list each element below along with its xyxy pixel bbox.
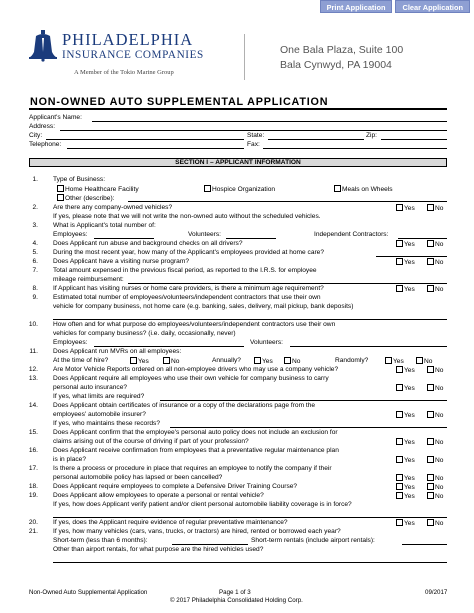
question-text: mileage reimbursement: — [53, 276, 124, 283]
no-checkbox[interactable]: No — [427, 411, 443, 420]
fax-field[interactable] — [263, 148, 447, 149]
question-text: Total amount expensed in the previous fiscal period, as reported to the I.R.S. for employee — [53, 267, 317, 274]
answer-field[interactable] — [170, 427, 447, 428]
question-number: 10. — [28, 321, 38, 328]
answer-field[interactable] — [53, 319, 447, 320]
mvr-annual-label: Annually? — [212, 357, 241, 364]
yes-checkbox[interactable]: Yes — [396, 492, 415, 501]
state-field[interactable] — [268, 139, 364, 140]
question-text: Does Applicant run MVRs on all employees: — [53, 348, 182, 355]
no-checkbox[interactable]: No — [427, 519, 443, 528]
question-number: 9. — [32, 294, 38, 301]
toolbar — [320, 0, 470, 14]
question-text: Type of Business: — [53, 176, 106, 183]
no-checkbox[interactable]: No — [427, 456, 443, 465]
employees-field[interactable] — [94, 346, 244, 347]
state-label: State: — [247, 132, 265, 139]
question-number: 11. — [29, 348, 38, 355]
brand-subtitle: INSURANCE COMPANIES — [62, 49, 204, 61]
zip-label: Zip: — [366, 132, 377, 139]
question-number: 20. — [28, 519, 38, 526]
mvr-annual-no[interactable]: No — [284, 357, 300, 366]
mvr-random-yes[interactable]: Yes — [385, 357, 404, 366]
mvr-hire-yes[interactable]: Yes — [130, 357, 149, 366]
question-text: During the most recent year, how many of the Applicant's employees provided at home care? — [53, 249, 325, 256]
question-text: Does Applicant allow employees to operate a personal or rental vehicle? — [53, 492, 264, 499]
no-checkbox[interactable]: No — [427, 240, 443, 249]
answer-field[interactable] — [160, 400, 447, 401]
no-checkbox[interactable]: No — [427, 474, 443, 483]
option-home-healthcare[interactable]: Home Healthcare Facility — [57, 185, 139, 194]
question-number: 16. — [28, 447, 38, 454]
question-number: 7. — [32, 267, 38, 274]
question-text: Estimated total number of employees/volunteers/independent contractors that use their own — [53, 294, 321, 301]
question-text: Does Applicant receive confirmation from employees that a preventative regular maintenance plan — [53, 447, 339, 454]
yes-checkbox[interactable]: Yes — [396, 474, 415, 483]
answer-field[interactable] — [53, 517, 447, 518]
question-subtext: Other than airport rentals, for what purpose are the hired vehicles used? — [53, 546, 264, 553]
question-text: Does Applicant run abuse and background checks on all drivers? — [53, 240, 243, 247]
short-term-label: Short-term (less than 6 months): — [53, 537, 148, 544]
city-label: City: — [29, 132, 43, 139]
form-title: NON-OWNED AUTO SUPPLEMENTAL APPLICATION — [30, 96, 329, 108]
question-number: 17. — [28, 465, 38, 472]
mvr-random-label: Randomly? — [335, 357, 369, 364]
yes-checkbox[interactable]: Yes — [396, 366, 415, 375]
applicant-name-label: Applicant's Name: — [29, 114, 82, 121]
checkbox[interactable] — [204, 185, 211, 192]
checkbox[interactable] — [57, 185, 64, 192]
yes-checkbox[interactable]: Yes — [396, 204, 415, 213]
question-text: personal auto insurance? — [53, 384, 128, 391]
question-subtext: If yes, how does Applicant verify patient and/or client personal automobile liability coverage is in force? — [53, 501, 352, 508]
employees-label: Employees: — [53, 339, 88, 346]
question-text: claims arising out of the course of driving if part of your profession? — [53, 438, 249, 445]
question-subtext: If yes, what limits are required? — [53, 393, 145, 400]
brand-name: PHILADELPHIA — [62, 30, 194, 49]
contractors-label: Independent Contractors: — [314, 231, 389, 238]
question-number: 12. — [28, 366, 38, 373]
no-checkbox[interactable]: No — [427, 438, 443, 447]
footer-page-number: Page 1 of 3 — [219, 589, 251, 596]
question-number: 8. — [32, 285, 38, 292]
yes-checkbox[interactable]: Yes — [396, 240, 415, 249]
yes-checkbox[interactable]: Yes — [396, 411, 415, 420]
question-text: Is there a process or procedure in place that requires an employee to notify the company if their — [53, 465, 332, 472]
answer-field[interactable] — [128, 283, 447, 284]
no-checkbox[interactable]: No — [427, 258, 443, 267]
answer-field[interactable] — [376, 256, 447, 257]
volunteers-field[interactable] — [290, 346, 447, 347]
question-text: Does Applicant confirm that the employee's personal auto policy does not include an exclusion for — [53, 429, 338, 436]
yes-checkbox[interactable]: Yes — [396, 483, 415, 492]
question-text: Are Motor Vehicle Reports ordered on all non-employee drivers who may use a company vehicle? — [53, 366, 339, 373]
no-checkbox[interactable]: No — [427, 384, 443, 393]
question-number: 4. — [32, 240, 38, 247]
question-number: 6. — [32, 258, 38, 265]
company-logo — [22, 28, 232, 82]
yes-checkbox[interactable]: Yes — [396, 456, 415, 465]
question-text: personal automobile policy has lapsed or been cancelled? — [53, 474, 223, 481]
address-field[interactable] — [60, 130, 447, 131]
question-text: Does Applicant require employees to complete a Defensive Driver Training Course? — [53, 483, 298, 490]
question-number: 21. — [28, 528, 38, 535]
print-application-button[interactable]: Print Application — [320, 0, 393, 13]
question-text: Are there any company-owned vehicles? — [53, 204, 173, 211]
volunteers-field[interactable] — [226, 238, 276, 239]
question-number: 18. — [28, 483, 38, 490]
brand-tagline: A Member of the Tokio Marine Group — [74, 69, 174, 76]
yes-checkbox[interactable]: Yes — [396, 438, 415, 447]
question-text: vehicles for company business? (i.e. daily, occasionally, never) — [53, 330, 236, 337]
section-header: SECTION I – APPLICANT INFORMATION — [29, 158, 447, 167]
question-text: How often and for what purpose do employees/volunteers/independent contractors use their own — [53, 321, 336, 328]
question-text: is in place? — [53, 456, 86, 463]
employees-field[interactable] — [94, 238, 154, 239]
employees-label: Employees: — [53, 231, 88, 238]
checkbox[interactable] — [334, 185, 341, 192]
mvr-hire-label: At the time of hire? — [53, 357, 109, 364]
yes-checkbox[interactable]: Yes — [396, 519, 415, 528]
short-term-rentals-field[interactable] — [402, 544, 447, 545]
mvr-hire-no[interactable]: No — [163, 357, 179, 366]
address-line-2: Bala Cynwyd, PA 19004 — [280, 59, 392, 71]
telephone-label: Telephone: — [29, 141, 62, 148]
title-rule — [29, 108, 447, 110]
short-term-rentals-label: Short-term rentals (include airport rentals): — [251, 537, 375, 544]
other-describe-field[interactable] — [128, 201, 447, 202]
question-number: 15. — [28, 429, 38, 436]
question-subtext: If yes, who maintains these records? — [53, 420, 161, 427]
applicant-name-field[interactable] — [92, 121, 447, 122]
question-number: 5. — [32, 249, 38, 256]
question-number: 1. — [32, 176, 38, 183]
header-divider — [244, 34, 245, 80]
question-number: 14. — [28, 402, 38, 409]
checkbox[interactable] — [57, 194, 64, 201]
fax-label: Fax: — [247, 141, 260, 148]
option-hospice[interactable]: Hospice Organization — [204, 185, 275, 194]
question-text: Does Applicant have a visiting nurse program? — [53, 258, 189, 265]
yes-checkbox[interactable]: Yes — [396, 285, 415, 294]
footer-copyright: © 2017 Philadelphia Consolidated Holding Corp. — [170, 597, 303, 604]
answer-field[interactable] — [53, 562, 447, 563]
option-other[interactable]: Other (describe): — [57, 194, 114, 203]
yes-checkbox[interactable]: Yes — [396, 384, 415, 393]
zip-field[interactable] — [381, 139, 447, 140]
no-checkbox[interactable]: No — [427, 366, 443, 375]
question-text: vehicle for company business, not home care (e.g. banking, sales, delivery, mail pickup, bank deposits) — [53, 303, 354, 310]
option-meals-on-wheels[interactable]: Meals on Wheels — [334, 185, 393, 194]
mvr-random-no[interactable]: No — [416, 357, 432, 366]
question-subtext: If yes, please note that we will not write the non-owned auto without the scheduled vehicles. — [53, 213, 321, 220]
question-text: If yes, does the Applicant require evidence of regular preventative maintenance? — [53, 519, 288, 526]
no-checkbox[interactable]: No — [427, 285, 443, 294]
question-number: 13. — [28, 375, 38, 382]
address-label: Address: — [29, 123, 56, 130]
footer-date: 09/2017 — [425, 589, 448, 596]
question-text: What is Applicant's total number of: — [53, 222, 156, 229]
no-checkbox[interactable]: No — [427, 492, 443, 501]
volunteers-label: Volunteers: — [188, 231, 221, 238]
question-text: Does Applicant obtain certificates of insurance or a copy of the declarations page from the — [53, 402, 316, 409]
yes-checkbox[interactable]: Yes — [396, 258, 415, 267]
no-checkbox[interactable]: No — [427, 204, 443, 213]
footer-form-name: Non-Owned Auto Supplemental Application — [29, 589, 148, 596]
mvr-annual-yes[interactable]: Yes — [254, 357, 273, 366]
liberty-bell-icon — [28, 30, 58, 62]
question-text: If yes, how many vehicles (cars, vans, trucks, or tractors) are hired, rented or borrowed each year? — [53, 528, 341, 535]
question-text: employees' automobile insurer? — [53, 411, 146, 418]
address-line-1: One Bala Plaza, Suite 100 — [280, 44, 404, 56]
question-number: 3. — [32, 222, 38, 229]
city-field[interactable] — [46, 139, 244, 140]
short-term-field[interactable] — [172, 544, 248, 545]
question-number: 19. — [28, 492, 38, 499]
volunteers-label: Volunteers: — [250, 339, 283, 346]
question-text: Does Applicant require all employees who use their own vehicle for company business to carry — [53, 375, 329, 382]
telephone-field[interactable] — [67, 148, 244, 149]
clear-application-button[interactable]: Clear Application — [395, 0, 470, 13]
contractors-field[interactable] — [398, 238, 447, 239]
question-number: 2. — [32, 204, 38, 211]
question-text: If Applicant has visiting nurses or home care providers, is there a minimum age requirement? — [53, 285, 324, 292]
no-checkbox[interactable]: No — [427, 483, 443, 492]
